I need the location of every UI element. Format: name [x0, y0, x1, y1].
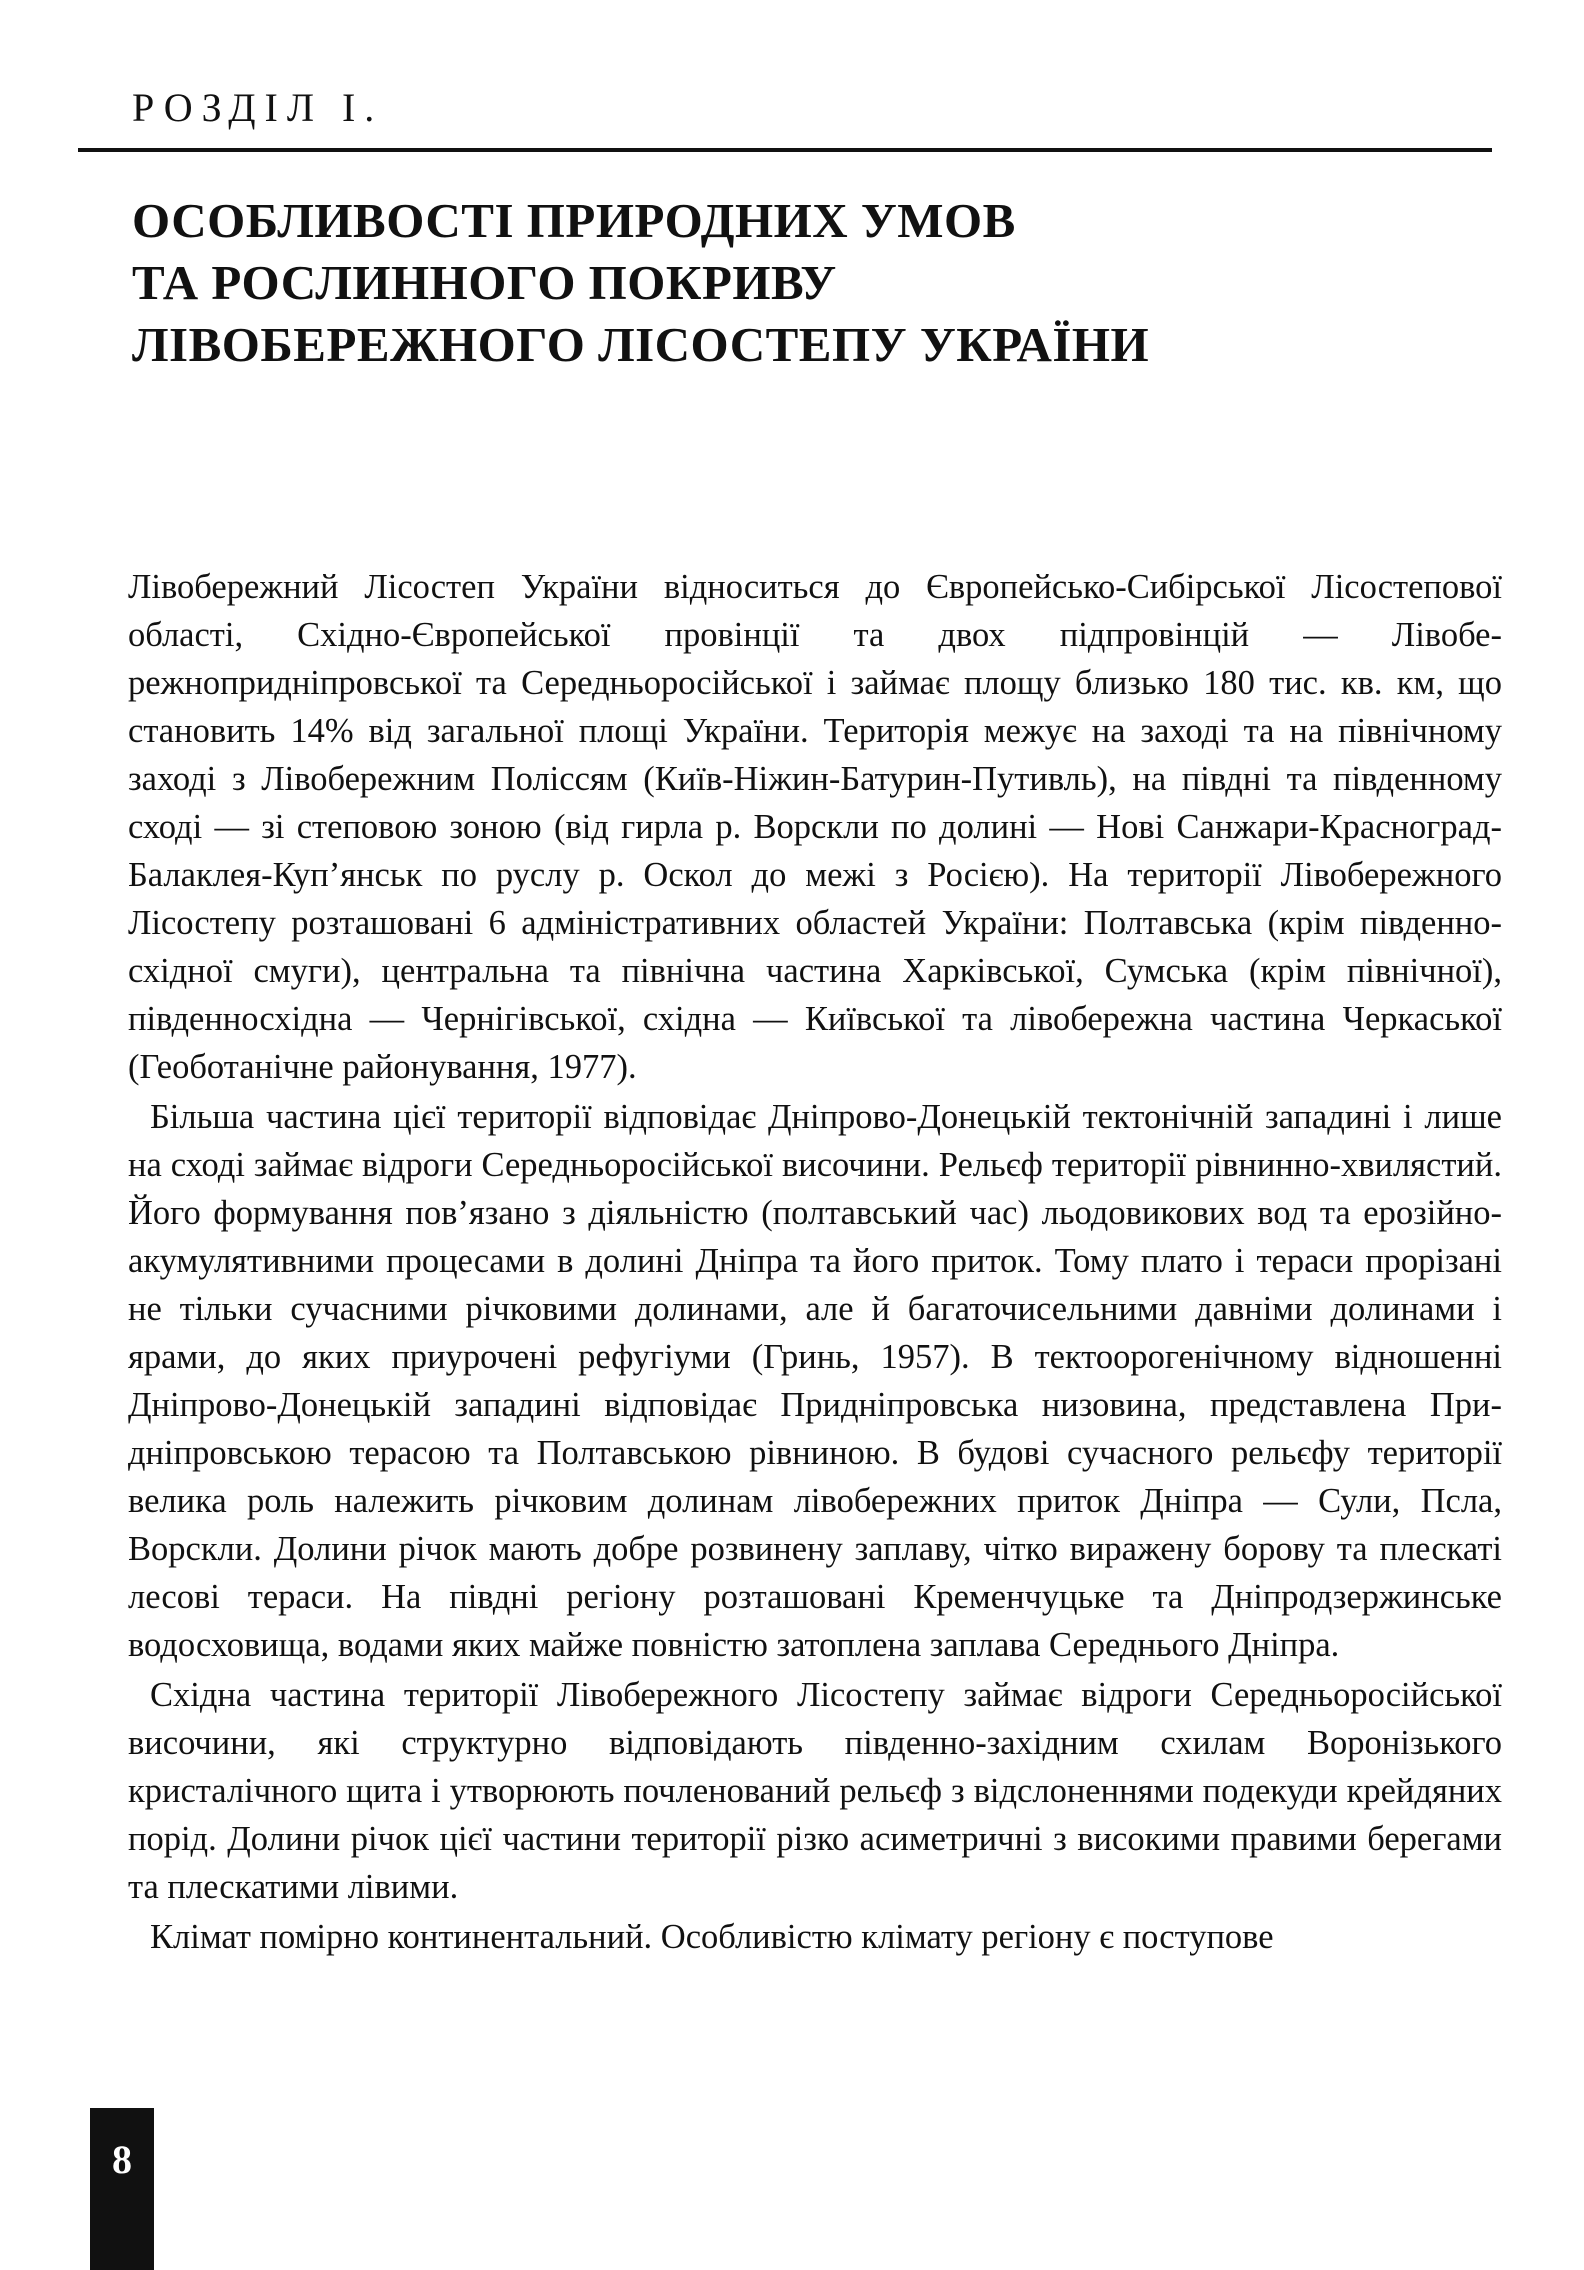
paragraph-4: Клімат помірно континентальний. Особливістю клімату регіону є поступове — [150, 1918, 1274, 1956]
chapter-title-line-2: ТА РОСЛИННОГО ПОКРИВУ — [132, 255, 837, 310]
chapter-title-line-3: ЛІВОБЕРЕЖНОГО ЛІСОСТЕПУ УКРАЇНИ — [132, 317, 1150, 372]
chapter-label: РОЗДІЛ І. — [132, 85, 384, 130]
page-number: 8 — [112, 2137, 132, 2182]
header-rule — [78, 148, 1492, 152]
body-text — [128, 563, 1502, 1963]
page-number-box — [90, 2108, 154, 2270]
paragraph-1: Лівобережний Лісостеп України відноситься до Європейсько-Сибірської Лісостепової області, Східно-Європейської провінції та двох підпровінцій — Лівобережнопридніпровської та Середньоросійської і займає площу близько 180 тис. кв. км, що становить 14% від загальної площі України. Територія межує на заході та на північному заході з Лівобережним Поліссям (Київ-Ніжин-Батурин-Путивль), на півдні та південному сході — зі степовою зоною (від гирла р. Ворскли по долині — Нові Санжари-Красноград-Балаклея-Куп’янськ по руслу р. Оскол до межі з Росією). На території Лівобережного Лісостепу розташовані 6 адміністративних областей України: Полтавська (крім південно-східної смуги), центральна та північна частина Харківської, Сумська (крім північної), південносхідна — Чернігівської, східна — Київської та лівобережна частина Черкаської (Геоботанічне районування, 1977). — [128, 568, 1502, 1086]
paragraph-3: Східна частина території Лівобережного Лісостепу займає відроги Середньоросійської височини, які структурно відповідають південно-західним схилам Воронізького кристалічного щита і утворюють почленований рельєф з відслоненнями подекуди крейдяних порід. Долини річок цієї частини території різко асиметричні з високими правими берегами та плескатими лівими. — [128, 1676, 1502, 1906]
paragraph-2: Більша частина цієї території відповідає Дніпрово-Донецькій тектонічній западині і лише на сході займає відроги Середньоросійської височини. Рельєф території рівнинно-хвилястий. Його формування пов’язано з діяльністю (полтавський час) льодовикових вод та ерозійно-акумулятивними процесами в долині Дніпра та його приток. Тому плато і тераси прорізані не тільки сучасними річковими долинами, але й багаточисельними давніми долинами і ярами, до яких приурочені рефугіуми (Гринь, 1957). В тектоорогенічному відношенні Дніпрово-Донецькій западині відповідає Придніпровська низовина, представлена Придніпровською терасою та Полтавською рівниною. В будові сучасного рельєфу території велика роль належить річковим долинам лівобережних приток Дніпра — Сули, Псла, Ворскли. Долини річок мають добре розвинену заплаву, чітко виражену борову та плескаті лесові тераси. На півдні регіону розташовані Кременчуцьке та Дніпродзержинське водосховища, водами яких майже повністю затоплена заплава Середнього Дніпра. — [128, 1098, 1502, 1664]
chapter-title — [132, 190, 1432, 376]
chapter-title-line-1: ОСОБЛИВОСТІ ПРИРОДНИХ УМОВ — [132, 193, 1016, 248]
